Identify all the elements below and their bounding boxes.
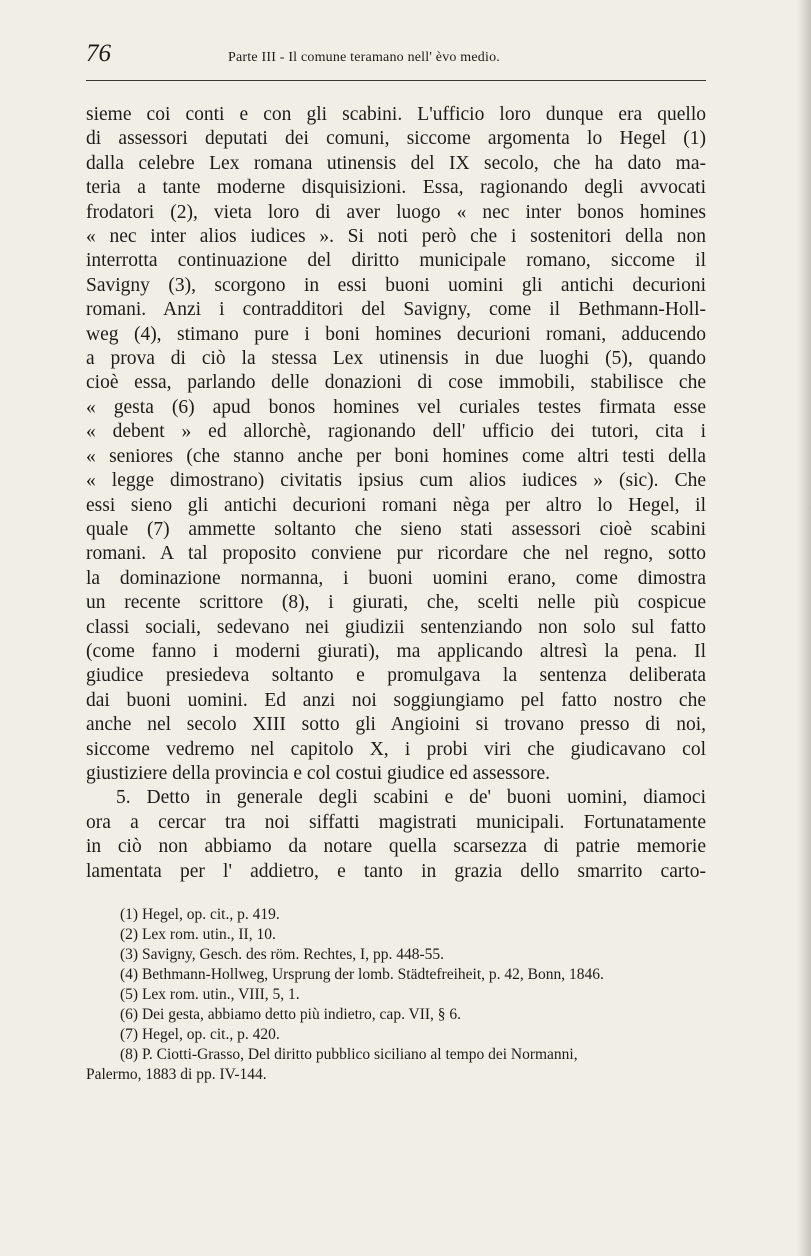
text-line: « debent » ed allorchè, ragionando dell' ufficio dei tutori, cita i [86,421,706,443]
text-line: interrotta continuazione del diritto municipale romano, siccome il [86,250,706,272]
text-line: « seniores (che stanno anche per boni homines come altri testi della [86,445,706,467]
text-line: cioè essa, parlando delle donazioni di cose immobili, stabilisce che [86,372,706,394]
text-line: essi sieno gli antichi decurioni romani nèga per altro lo Hegel, il [86,494,706,516]
footnote: (1) Hegel, op. cit., p. 419. [120,906,280,923]
text-line: « nec inter alios iudices ». Si noti però che i sostenitori della non [86,226,706,248]
page-header [86,40,706,81]
text-line: la dominazione normanna, i buoni uomini erano, come dimostra [86,567,706,589]
text-line: romani. A tal proposito conviene pur ricordare che nel regno, sotto [86,543,706,565]
text-line: di assessori deputati dei comuni, siccome argomenta lo Hegel (1) [86,128,706,150]
text-line: romani. Anzi i contradditori del Savigny, come il Bethmann-Holl- [86,299,706,321]
text-line: frodatori (2), vieta loro di aver luogo « nec inter bonos homines [86,201,706,223]
text-line: teria a tante moderne disquisizioni. Essa, ragionando degli avvocati [86,177,706,199]
footnotes [86,905,706,1085]
footnote: (8) P. Ciotti-Grasso, Del diritto pubblico siciliano al tempo dei Normanni, [120,1046,578,1063]
text-line: sieme coi conti e con gli scabini. L'ufficio loro dunque era quello [86,104,706,125]
text-line: un recente scrittore (8), i giurati, che, scelti nelle più cospicue [86,592,706,614]
footnote: (4) Bethmann-Hollweg, Ursprung der lomb. Städtefreiheit, p. 42, Bonn, 1846. [120,966,604,983]
text-line: ora a cercar tra noi siffatti magistrati municipali. Fortunatamente [86,811,706,833]
text-line: giustiziere della provincia e col costui giudice ed assessore. [86,762,551,784]
text-line: 5. Detto in generale degli scabini e de' buoni uomini, diamoci [116,787,706,809]
footnote: (3) Savigny, Gesch. des röm. Rechtes, I, pp. 448-55. [120,946,445,963]
footnote: (6) Dei gesta, abbiamo detto più indietro, cap. VII, § 6. [120,1006,462,1023]
text-line: a prova di ciò la stessa Lex utinensis in due luoghi (5), quando [86,348,706,370]
footnote: (5) Lex rom. utin., VIII, 5, 1. [120,986,300,1003]
text-line: Savigny (3), scorgono in essi buoni uomini gli antichi decurioni [86,274,706,296]
text-line: « gesta (6) apud bonos homines vel curiales testes firmata esse [86,396,706,418]
footnote: (7) Hegel, op. cit., p. 420. [120,1026,280,1043]
text-line: in ciò non abbiamo da notare quella scarsezza di patrie memorie [86,836,706,858]
body-text [86,103,706,884]
text-line: dai buoni uomini. Ed anzi noi soggiungiamo pel fatto nostro che [86,689,706,711]
text-line: (come fanno i moderni giurati), ma applicando altresì la pena. Il [86,640,706,662]
text-line: quale (7) ammette soltanto che sieno stati assessori cioè scabini [86,518,706,540]
running-head: Parte III - Il comune teramano nell' èvo medio. [228,50,500,65]
footnote: (2) Lex rom. utin., II, 10. [120,926,276,943]
text-line: weg (4), stimano pure i boni homines decurioni romani, adducendo [86,323,706,345]
text-line: giudice presiedeva soltanto e promulgava la sentenza deliberata [86,665,706,687]
text-line: anche nel secolo XIII sotto gli Angioini si trovano presso di noi, [86,714,706,736]
page-edge-shadow [797,0,811,1256]
footnote-continuation: Palermo, 1883 di pp. IV-144. [86,1066,267,1083]
text-line: siccome vedremo nel capitolo X, i probi viri che giudicavano col [86,738,706,760]
text-line: « legge dimostrano) civitatis ipsius cum alios iudices » (sic). Che [86,470,706,492]
text-line: classi sociali, sedevano nei giudizii sentenziando non solo sul fatto [86,616,706,638]
text-line: lamentata per l' addietro, e tanto in grazia dello smarrito carto- [86,860,706,882]
page-number: 76 [86,40,111,67]
text-line: dalla celebre Lex romana utinensis del IX secolo, che ha dato ma- [86,152,706,174]
